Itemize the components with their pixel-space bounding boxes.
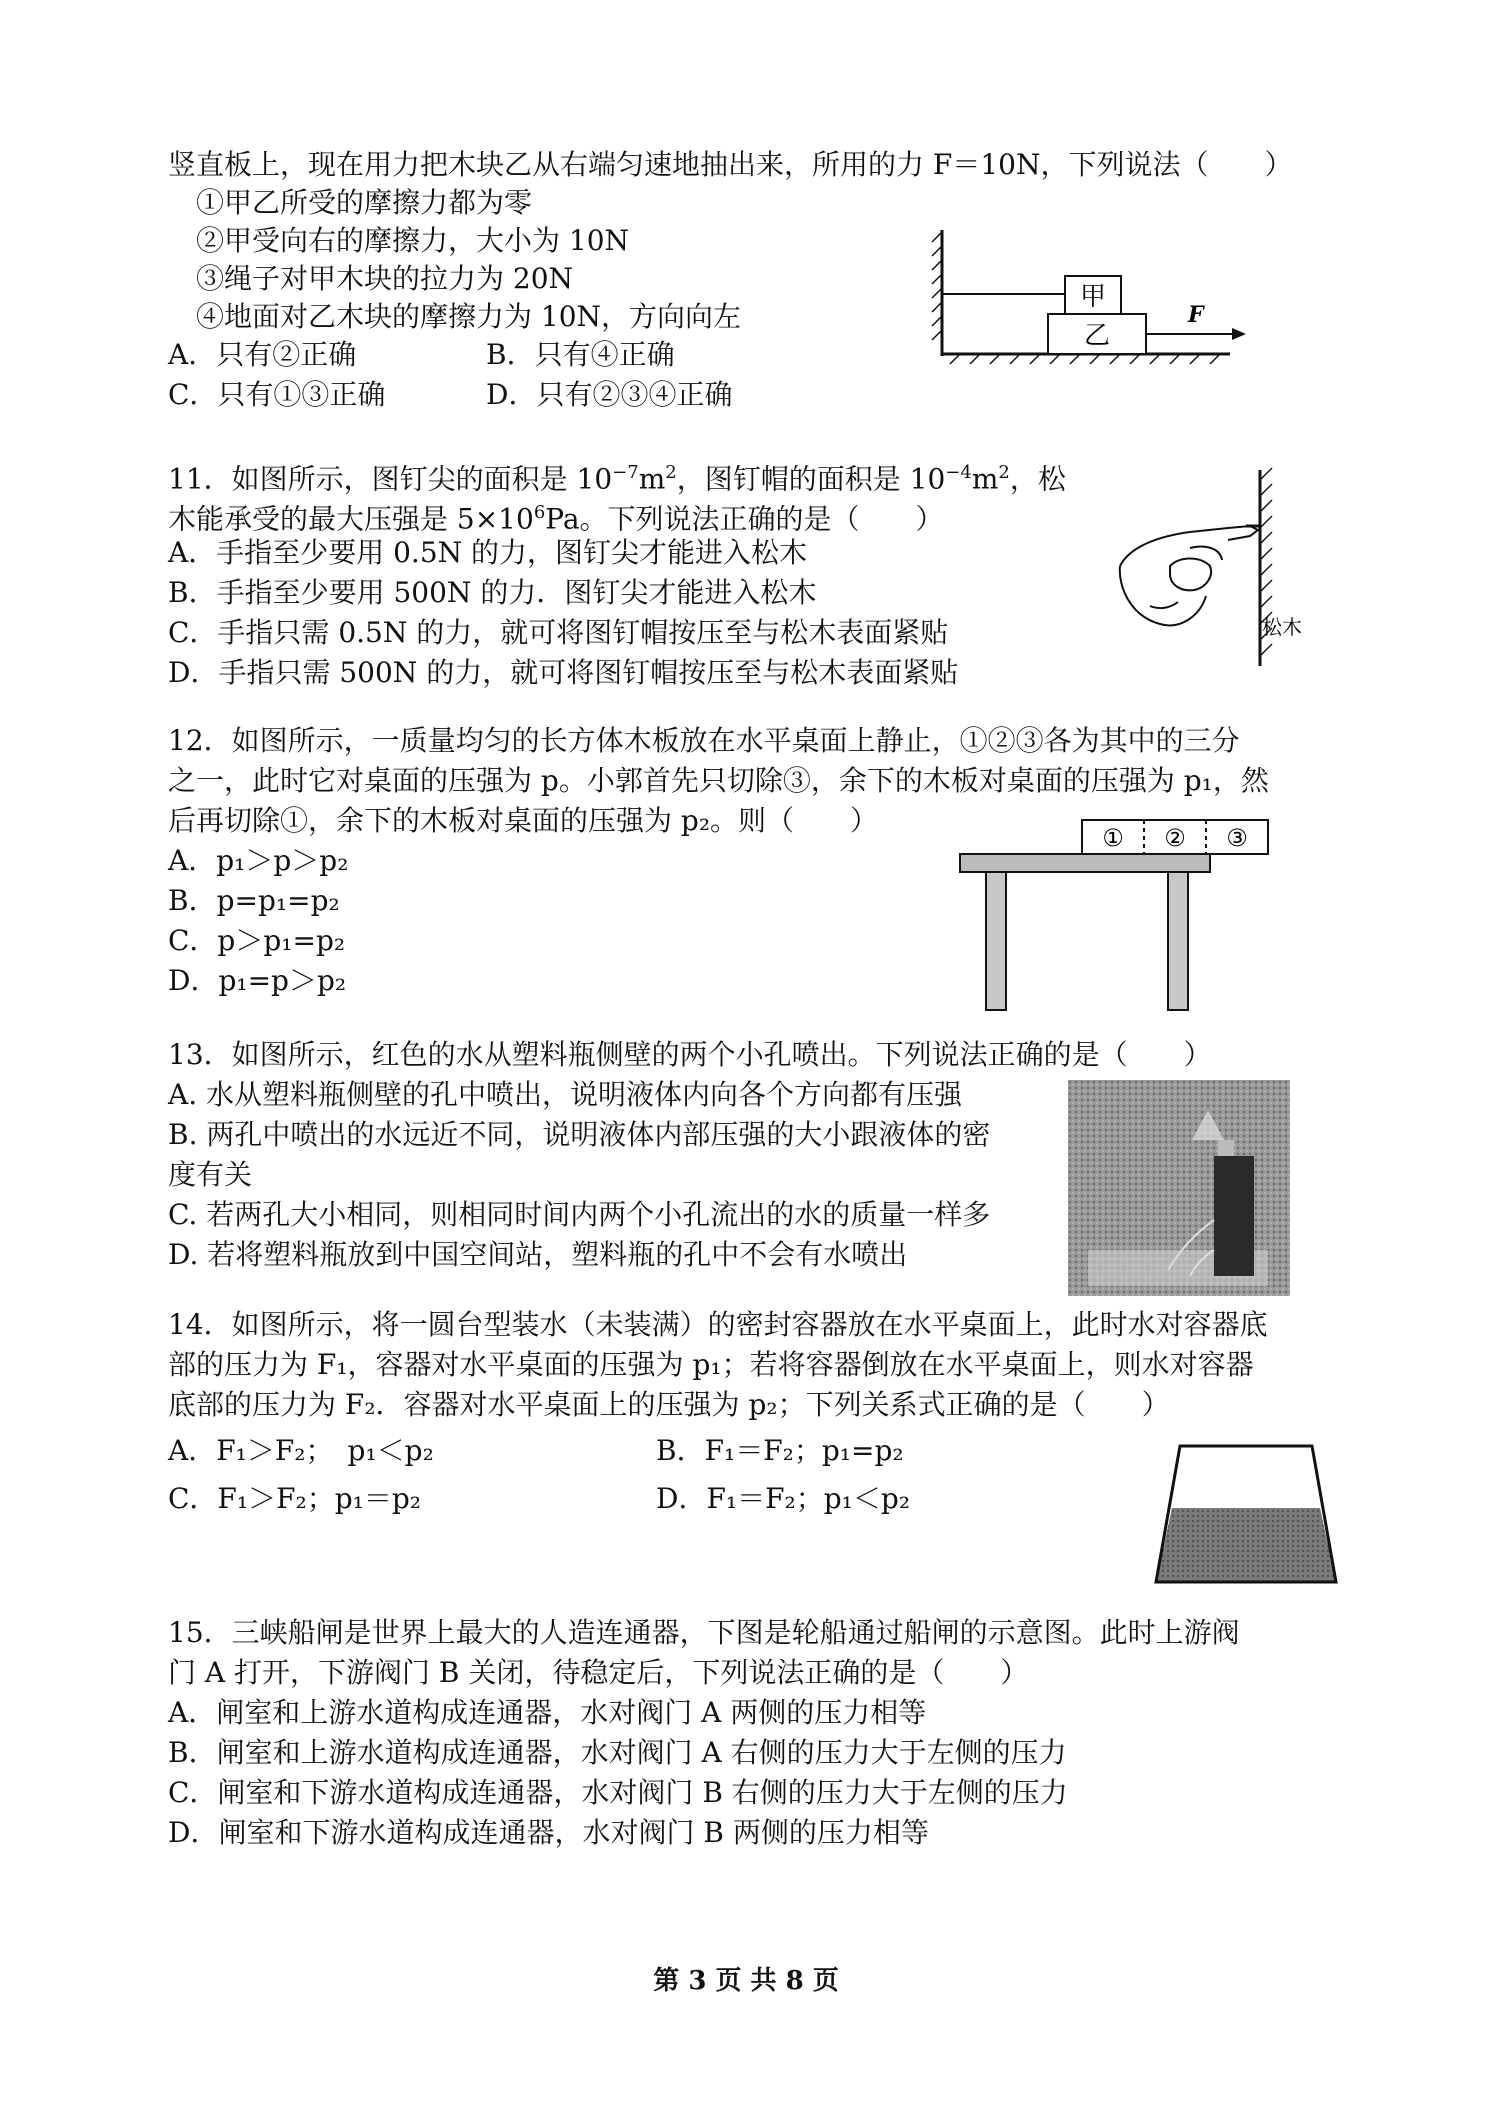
q11-option-d: D．手指只需 500N 的力，就可将图钉帽按压至与松木表面紧贴	[168, 656, 959, 689]
q11-figure	[1110, 466, 1310, 676]
q10-figure	[930, 228, 1270, 368]
q12-line-2: 之一，此时它对桌面的压强为 p。小郭首先只切除③，余下的木板对桌面的压强为 p₁，然	[168, 764, 1269, 797]
q10-intro: 竖直板上，现在用力把木块乙从右端匀速地抽出来，所用的力 F＝10N，下列说法（ ）	[168, 148, 1293, 181]
q14-line-3: 底部的压力为 F₂．容器对水平桌面上的压强为 p₂；下列关系式正确的是（ ）	[168, 1388, 1170, 1421]
q12-part-3: ③	[1226, 824, 1248, 852]
q10-statement-1: ①甲乙所受的摩擦力都为零	[196, 186, 533, 219]
q13-option-a: A. 水从塑料瓶侧壁的孔中喷出，说明液体内向各个方向都有压强	[168, 1078, 963, 1111]
q14-option-b: B．F₁＝F₂；p₁=p₂	[656, 1434, 904, 1467]
q13-option-c: C. 若两孔大小相同，则相同时间内两个小孔流出的水的质量一样多	[168, 1198, 991, 1231]
q13-option-d: D. 若将塑料瓶放到中国空间站，塑料瓶的孔中不会有水喷出	[168, 1238, 908, 1271]
q15-line-1: 15．三峡船闸是世界上最大的人造连通器，下图是轮船通过船闸的示意图。此时上游阀	[168, 1616, 1240, 1649]
q10-statement-2: ②甲受向右的摩擦力，大小为 10N	[196, 224, 630, 257]
q15-option-b: B．闸室和上游水道构成连通器，水对阀门 A 右侧的压力大于左侧的压力	[168, 1736, 1067, 1769]
hand-icon	[1120, 526, 1258, 625]
q14-line-1: 14．如图所示，将一圆台型装水（未装满）的密封容器放在水平桌面上，此时水对容器底	[168, 1308, 1268, 1341]
q12-option-b: B．p=p₁=p₂	[168, 884, 340, 917]
q14-figure	[1146, 1444, 1346, 1588]
q10-option-d: D．只有②③④正确	[486, 378, 733, 411]
q11-line-1: 11．如图所示，图钉尖的面积是 $10^{-7}m^2$，图钉帽的面积是 $10^{-4}m^2$，松	[168, 462, 1066, 496]
q15-option-d: D．闸室和下游水道构成连通器，水对阀门 B 两侧的压力相等	[168, 1816, 929, 1849]
q10-statement-3: ③绳子对甲木块的拉力为 20N	[196, 262, 574, 295]
q12-option-c: C．p＞p₁=p₂	[168, 924, 346, 957]
q14-line-2: 部的压力为 F₁，容器对水平桌面的压强为 p₁；若将容器倒放在水平桌面上，则水对容器	[168, 1348, 1254, 1381]
q12-part-1: ①	[1102, 824, 1124, 852]
q11-line-2: 木能承受的最大压强是 $5\times 10^6Pa$。下列说法正确的是（ ）	[168, 502, 944, 536]
q15-line-2: 门 A 打开，下游阀门 B 关闭，待稳定后，下列说法正确的是（ ）	[168, 1656, 1029, 1689]
q12-figure	[958, 818, 1318, 1018]
q11-option-b: B．手指至少要用 500N 的力．图钉尖才能进入松木	[168, 576, 817, 609]
q10-option-a: A．只有②正确	[168, 338, 357, 371]
q14-option-a: A．F₁＞F₂； p₁＜p₂	[168, 1434, 434, 1467]
q15-option-a: A．闸室和上游水道构成连通器，水对阀门 A 两侧的压力相等	[168, 1696, 927, 1729]
q10-option-c: C．只有①③正确	[168, 378, 386, 411]
q13-option-b-cont: 度有关	[168, 1158, 253, 1191]
q11-option-c: C．手指只需 0.5N 的力，就可将图钉帽按压至与松木表面紧贴	[168, 616, 949, 649]
q13-photo	[1068, 1080, 1290, 1296]
q10-block-jia: 甲	[1079, 282, 1107, 312]
q14-option-d: D．F₁＝F₂；p₁＜p₂	[656, 1482, 911, 1515]
q15-option-c: C．闸室和下游水道构成连通器，水对阀门 B 右侧的压力大于左侧的压力	[168, 1776, 1068, 1809]
q14-option-c: C．F₁＞F₂；p₁＝p₂	[168, 1482, 422, 1515]
q13-option-b: B. 两孔中喷出的水远近不同，说明液体内部压强的大小跟液体的密	[168, 1118, 991, 1151]
q10-force-label: F	[1188, 302, 1204, 328]
q10-block-yi: 乙	[1083, 321, 1111, 351]
q12-line-3: 后再切除①，余下的木板对桌面的压强为 p₂。则（ ）	[168, 804, 879, 837]
q10-option-b: B．只有④正确	[486, 338, 675, 371]
q12-line-1: 12．如图所示，一质量均匀的长方体木板放在水平桌面上静止，①②③各为其中的三分	[168, 724, 1240, 757]
q11-pine-label: 松木	[1262, 615, 1302, 639]
q12-option-d: D．p₁=p＞p₂	[168, 964, 347, 997]
q11-option-a: A．手指至少要用 0.5N 的力，图钉尖才能进入松木	[168, 536, 808, 569]
q12-option-a: A．p₁＞p＞p₂	[168, 844, 349, 877]
q10-statement-4: ④地面对乙木块的摩擦力为 10N，方向向左	[196, 300, 742, 333]
q12-part-2: ②	[1164, 824, 1186, 852]
q13-line-1: 13．如图所示，红色的水从塑料瓶侧壁的两个小孔喷出。下列说法正确的是（ ）	[168, 1038, 1212, 1071]
page-footer: 第 3 页 共 8 页	[653, 1966, 839, 1996]
